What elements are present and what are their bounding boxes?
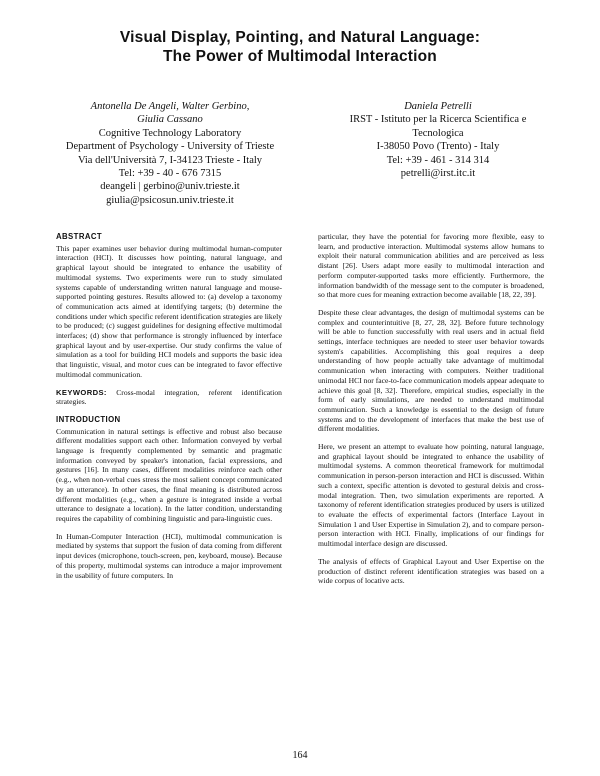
keywords-label: KEYWORDS: — [56, 387, 107, 397]
abstract-heading: ABSTRACT — [56, 232, 103, 241]
right-column — [318, 232, 544, 594]
paper-title — [40, 28, 560, 66]
introduction-heading: INTRODUCTION — [56, 414, 121, 424]
author-institute-line-2: Tecnologica — [412, 127, 464, 139]
body-paragraph: particular, they have the potential for favoring more flexible, easy to learn, and productive interaction. Multimodal systems allow humans to exploit their natural communication abilities and are perceived as less distant [26]. Users adapt more easily to multimodal interaction and perform computer-supported tasks more efficiently. Furthermore, the information bandwidth of the message sent to the computer is broadened, so that more cues for meaning extraction become available [18, 22, 39]. — [318, 232, 544, 300]
author-names-line-2: Giulia Cassano — [137, 114, 203, 126]
author-block-left — [50, 100, 290, 207]
page-number: 164 — [292, 750, 308, 761]
body-paragraph: Here, we present an attempt to evaluate how pointing, natural language, and graphical layout should be integrated to enhance the usability of multimodal systems. A common theoretical framework for multimodal communication in person-person interaction and HCI is discussed. Within such a context, specific attention is devoted to gestural deixis and cross-modal integration. Then, two simulation experiments are reported. A taxonomy of referent identification strategies produced by users is utilized to evaluate the effects of experimental factors (Interface Layout in Simulation 1 and User Expertise in Simulation 2), and to compare person-person interaction with HCI. Finally, implications of our findings for multimodal interface design are discussed. — [318, 442, 544, 549]
title-line-2: The Power of Multimodal Interaction — [163, 48, 437, 65]
abstract-text: This paper examines user behavior during multimodal human-computer interaction (HCI). It discusses how pointing, natural language, and graphical layout should be integrated to enhance the usability of multimodal systems. Two experiments were run to study simulated systems capable of understanding written natural language and mouse-supported pointing gestures. Results allowed to: (a) develop a taxonomy of communication acts aimed at identifying targets; (b) determine the conditions under which specific referent identification strategies are likely to be produced; (c) suggest guidelines for designing effective multimodal interfaces; (d) show that performance is strongly influenced by interface graphical layout and by user-expertise. Our study confirms the value of simulation as a tool for building HCI models and supports the basic idea that linguistic, visual, and motor cues can be integrated to favor effective multimodal communication. — [56, 243, 282, 379]
left-column — [56, 232, 282, 588]
intro-paragraph: In Human-Computer Interaction (HCI), multimodal communication is mediated by systems that support the fusion of data coming from different input devices (microphone, touch-screen, pen, keyboard, mouse). Because of this property, multimodal systems can introduce a major improvement in the usability of future computers. In — [56, 531, 282, 580]
body-paragraph: The analysis of effects of Graphical Layout and User Expertise on the production of distinct referent identification strategies was based on a wide corpus of locative acts. — [318, 556, 544, 586]
keywords-text: Cross-modal integration, referent identification strategies. — [56, 387, 282, 407]
author-address-right: I-38050 Povo (Trento) - Italy — [376, 141, 500, 153]
author-lab: Cognitive Technology Laboratory — [98, 127, 242, 139]
author-address: Via dell'Università 7, I-34123 Trieste - Italy — [77, 154, 263, 166]
title-line-1: Visual Display, Pointing, and Natural Language: — [119, 29, 481, 46]
author-email-right: petrelli@irst.itc.it — [400, 168, 476, 180]
author-phone-right: Tel: +39 - 461 - 314 314 — [386, 154, 490, 166]
body-paragraph: Despite these clear advantages, the design of multimodal systems can be complex and counterintuitive [8, 27, 28, 32]. Before future technology will be able to function successfully with real users and in actual field settings, interface techniques are needed to steer user behavior towards system's capabilities. Accomplishing this goal requires a deep understanding of how people actually take advantage of multimodal communication when interacting with computers. Neither traditional unimodal HCI nor face-to-face communication models appear adequate to achieve this goal [8, 32]. Therefore, empirical studies, especially in the form of early simulations, are needed to understand multimodal communication. Such a knowledge is essential to the design of future systems and to the development of interfaces that make the best use of different modalities. — [318, 307, 544, 434]
author-block-right — [318, 100, 558, 180]
author-department: Department of Psychology - University of Trieste — [65, 141, 275, 153]
author-email-1: deangeli | gerbino@univ.trieste.it — [100, 181, 240, 193]
author-names-line-1: Antonella De Angeli, Walter Gerbino, — [90, 101, 250, 112]
author-email-2: giulia@psicosun.univ.trieste.it — [106, 194, 234, 206]
keywords — [56, 388, 282, 407]
author-phone: Tel: +39 - 40 - 676 7315 — [118, 168, 222, 180]
intro-paragraph: Communication in natural settings is effective and robust also because different modalities support each other. Information conveyed by verbal language is frequently complemented by semantic and pragmatic information conveyed by speaker's intonation, facial expressions, and gestures [16]. In many cases, different modalities reinforce each other (e.g., when non-verbal cues stress the most salient concept communicated by an utterance). In other cases, the final meaning is distributed across different modalities (e.g., when a gesture is integrated inside a verbal utterance to designate a location). In the latter condition, understanding requires the capability of combining linguistic and para-linguistic cues. — [56, 426, 282, 523]
author-name-right: Daniela Petrelli — [404, 101, 472, 112]
author-institute-line-1: IRST - Istituto per la Ricerca Scientifica e — [349, 114, 527, 126]
